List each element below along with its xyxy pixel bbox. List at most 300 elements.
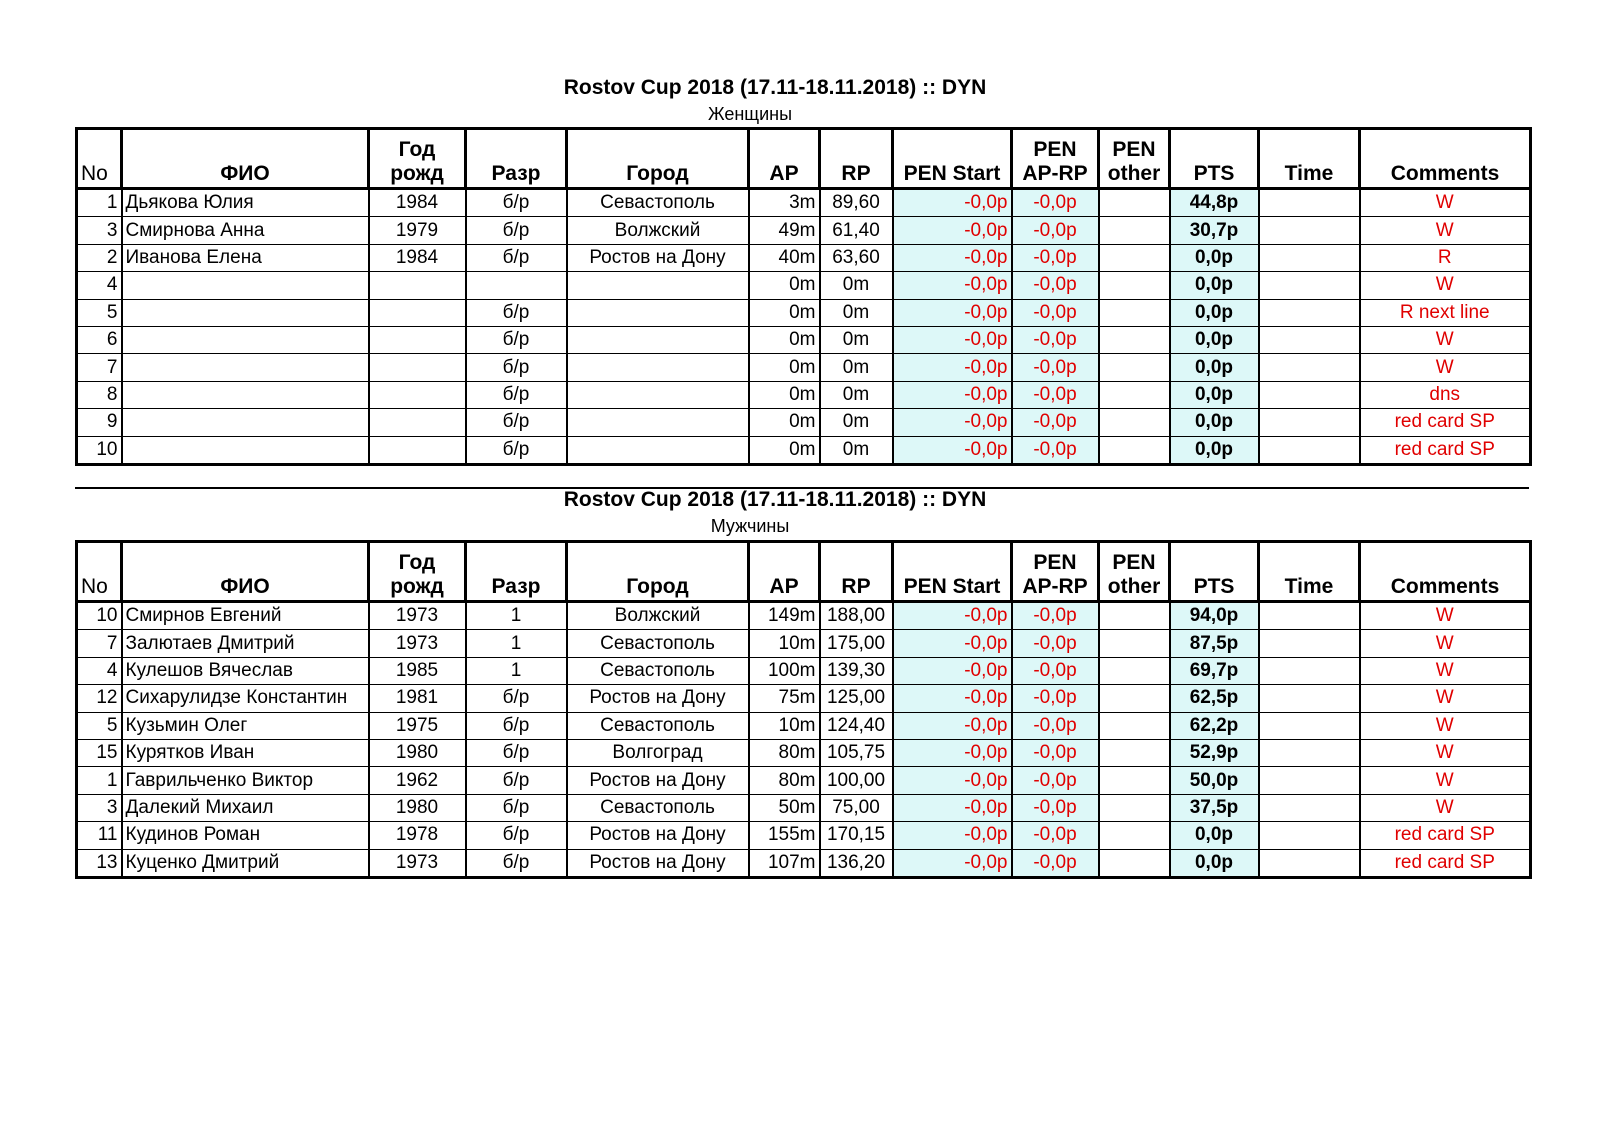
cell-year [369, 326, 466, 353]
section-subtitle-women: Женщины [707, 104, 793, 124]
table-row [77, 767, 1531, 794]
cell-time [1259, 409, 1360, 436]
cell-comment: W [1360, 189, 1531, 217]
table-row [77, 244, 1531, 271]
cell-pts: 69,7p [1170, 657, 1259, 684]
cell-pen-start: -0,0p [893, 244, 1012, 271]
cell-year: 1973 [369, 630, 466, 657]
cell-rp: 0m [820, 326, 893, 353]
cell-pen-ap-rp: -0,0p [1012, 189, 1099, 217]
cell-comment: W [1360, 794, 1531, 821]
cell-year: 1981 [369, 685, 466, 712]
cell-city [567, 409, 749, 436]
cell-razr: б/р [466, 217, 567, 244]
col-header-year: Год рожд [369, 129, 466, 189]
table-row [77, 409, 1531, 436]
table-row [77, 794, 1531, 821]
cell-ap: 3m [749, 189, 820, 217]
table-body-men [77, 602, 1531, 878]
cell-time [1259, 630, 1360, 657]
col-header-pen-ap-rp: PEN AP-RP [1012, 542, 1099, 602]
cell-name: Кудинов Роман [122, 822, 369, 849]
cell-rp: 124,40 [820, 712, 893, 739]
cell-razr: б/р [466, 436, 567, 464]
col-header-no: No [77, 542, 122, 602]
cell-pen-start: -0,0p [893, 326, 1012, 353]
cell-pen-ap-rp: -0,0p [1012, 822, 1099, 849]
cell-comment: W [1360, 354, 1531, 381]
cell-no: 7 [77, 630, 122, 657]
cell-name [122, 436, 369, 464]
cell-no: 15 [77, 739, 122, 766]
col-header-fio: ФИО [122, 542, 369, 602]
cell-time [1259, 767, 1360, 794]
cell-comment: W [1360, 712, 1531, 739]
cell-comment: red card SP [1360, 436, 1531, 464]
cell-city: Севастополь [567, 712, 749, 739]
table-header-row [77, 129, 1531, 189]
cell-rp: 0m [820, 354, 893, 381]
cell-year: 1975 [369, 712, 466, 739]
cell-pen-other [1099, 712, 1170, 739]
cell-no: 3 [77, 794, 122, 821]
cell-rp: 0m [820, 409, 893, 436]
cell-city: Ростов на Дону [567, 849, 749, 877]
cell-pen-ap-rp: -0,0p [1012, 602, 1099, 630]
col-header-ap: AP [749, 129, 820, 189]
cell-rp: 139,30 [820, 657, 893, 684]
cell-pen-other [1099, 381, 1170, 408]
cell-pen-other [1099, 822, 1170, 849]
cell-razr: б/р [466, 822, 567, 849]
cell-no: 7 [77, 354, 122, 381]
table-row [77, 712, 1531, 739]
cell-name: Далекий Михаил [122, 794, 369, 821]
cell-time [1259, 685, 1360, 712]
cell-pen-ap-rp: -0,0p [1012, 409, 1099, 436]
cell-time [1259, 436, 1360, 464]
cell-rp: 75,00 [820, 794, 893, 821]
cell-time [1259, 822, 1360, 849]
cell-city [567, 272, 749, 299]
cell-ap: 50m [749, 794, 820, 821]
col-header-pen-start: PEN Start [893, 129, 1012, 189]
cell-pen-other [1099, 685, 1170, 712]
cell-razr: б/р [466, 299, 567, 326]
table-row [77, 630, 1531, 657]
cell-pts: 44,8p [1170, 189, 1259, 217]
cell-comment: W [1360, 217, 1531, 244]
col-header-pen-other: PEN other [1099, 129, 1170, 189]
cell-pen-start: -0,0p [893, 739, 1012, 766]
cell-city [567, 326, 749, 353]
cell-pen-start: -0,0p [893, 436, 1012, 464]
col-header-time: Time [1259, 129, 1360, 189]
cell-city: Ростов на Дону [567, 685, 749, 712]
cell-pen-ap-rp: -0,0p [1012, 657, 1099, 684]
cell-pen-start: -0,0p [893, 712, 1012, 739]
col-header-ap: AP [749, 542, 820, 602]
cell-pen-start: -0,0p [893, 381, 1012, 408]
col-header-no: No [77, 129, 122, 189]
table-row [77, 354, 1531, 381]
cell-ap: 10m [749, 712, 820, 739]
cell-pts: 0,0p [1170, 299, 1259, 326]
cell-name: Кузьмин Олег [122, 712, 369, 739]
section-subtitle-men: Мужчины [710, 516, 790, 536]
cell-year: 1985 [369, 657, 466, 684]
cell-name: Кулешов Вячеслав [122, 657, 369, 684]
table-header-row [77, 542, 1531, 602]
table-row [77, 685, 1531, 712]
col-header-pen-start: PEN Start [893, 542, 1012, 602]
cell-rp: 105,75 [820, 739, 893, 766]
cell-ap: 40m [749, 244, 820, 271]
table-row [77, 272, 1531, 299]
cell-rp: 0m [820, 272, 893, 299]
cell-razr: б/р [466, 409, 567, 436]
cell-ap: 100m [749, 657, 820, 684]
cell-no: 12 [77, 685, 122, 712]
cell-name: Иванова Елена [122, 244, 369, 271]
col-header-rp: RP [820, 129, 893, 189]
cell-pen-start: -0,0p [893, 685, 1012, 712]
cell-comment: W [1360, 685, 1531, 712]
cell-razr: 1 [466, 657, 567, 684]
cell-rp: 61,40 [820, 217, 893, 244]
cell-pen-start: -0,0p [893, 602, 1012, 630]
cell-time [1259, 326, 1360, 353]
cell-name: Курятков Иван [122, 739, 369, 766]
cell-ap: 75m [749, 685, 820, 712]
cell-no: 9 [77, 409, 122, 436]
cell-comment: R [1360, 244, 1531, 271]
cell-name [122, 272, 369, 299]
table-row [77, 822, 1531, 849]
table-row [77, 849, 1531, 877]
cell-time [1259, 849, 1360, 877]
results-table-women [75, 127, 1532, 466]
cell-pts: 0,0p [1170, 272, 1259, 299]
section-title-women: Rostov Cup 2018 (17.11-18.11.2018) :: DYN [563, 76, 987, 99]
cell-pts: 37,5p [1170, 794, 1259, 821]
cell-rp: 175,00 [820, 630, 893, 657]
cell-pen-other [1099, 189, 1170, 217]
cell-comment: W [1360, 739, 1531, 766]
cell-pen-other [1099, 630, 1170, 657]
cell-ap: 149m [749, 602, 820, 630]
cell-city: Севастополь [567, 657, 749, 684]
table-row [77, 299, 1531, 326]
cell-comment: W [1360, 657, 1531, 684]
cell-name [122, 354, 369, 381]
cell-razr: б/р [466, 354, 567, 381]
cell-name: Смирнова Анна [122, 217, 369, 244]
cell-pen-start: -0,0p [893, 272, 1012, 299]
cell-pen-ap-rp: -0,0p [1012, 299, 1099, 326]
cell-razr: б/р [466, 381, 567, 408]
cell-year [369, 381, 466, 408]
cell-name: Смирнов Евгений [122, 602, 369, 630]
cell-pen-start: -0,0p [893, 354, 1012, 381]
cell-razr: б/р [466, 739, 567, 766]
col-header-city: Город [567, 542, 749, 602]
cell-time [1259, 794, 1360, 821]
cell-rp: 0m [820, 299, 893, 326]
cell-city: Севастополь [567, 794, 749, 821]
cell-ap: 0m [749, 409, 820, 436]
cell-rp: 136,20 [820, 849, 893, 877]
cell-pen-other [1099, 767, 1170, 794]
cell-pts: 87,5p [1170, 630, 1259, 657]
cell-name: Куценко Дмитрий [122, 849, 369, 877]
cell-year: 1973 [369, 849, 466, 877]
cell-comment: W [1360, 326, 1531, 353]
cell-comment: red card SP [1360, 822, 1531, 849]
cell-pen-ap-rp: -0,0p [1012, 739, 1099, 766]
cell-rp: 188,00 [820, 602, 893, 630]
cell-time [1259, 244, 1360, 271]
cell-pen-other [1099, 436, 1170, 464]
cell-pts: 0,0p [1170, 326, 1259, 353]
cell-pen-ap-rp: -0,0p [1012, 685, 1099, 712]
cell-city: Севастополь [567, 189, 749, 217]
cell-city: Волжский [567, 217, 749, 244]
col-header-pen-ap-rp: PEN AP-RP [1012, 129, 1099, 189]
cell-razr: б/р [466, 794, 567, 821]
col-header-razr: Разр [466, 542, 567, 602]
cell-comment: R next line [1360, 299, 1531, 326]
cell-pen-ap-rp: -0,0p [1012, 354, 1099, 381]
cell-pen-other [1099, 657, 1170, 684]
cell-pen-other [1099, 354, 1170, 381]
cell-ap: 80m [749, 739, 820, 766]
cell-razr: б/р [466, 712, 567, 739]
cell-no: 8 [77, 381, 122, 408]
cell-name [122, 409, 369, 436]
cell-time [1259, 381, 1360, 408]
cell-year [369, 272, 466, 299]
cell-pts: 0,0p [1170, 436, 1259, 464]
cell-pen-start: -0,0p [893, 217, 1012, 244]
cell-city [567, 381, 749, 408]
cell-name [122, 299, 369, 326]
cell-city: Волжский [567, 602, 749, 630]
col-header-pts: PTS [1170, 129, 1259, 189]
cell-ap: 80m [749, 767, 820, 794]
table-body-women [77, 189, 1531, 465]
cell-ap: 107m [749, 849, 820, 877]
cell-no: 4 [77, 657, 122, 684]
col-header-rp: RP [820, 542, 893, 602]
cell-razr: б/р [466, 326, 567, 353]
cell-ap: 0m [749, 272, 820, 299]
cell-pen-ap-rp: -0,0p [1012, 767, 1099, 794]
cell-year: 1984 [369, 189, 466, 217]
cell-razr: б/р [466, 685, 567, 712]
cell-no: 10 [77, 436, 122, 464]
cell-pen-start: -0,0p [893, 189, 1012, 217]
cell-pen-other [1099, 217, 1170, 244]
cell-pen-start: -0,0p [893, 767, 1012, 794]
cell-pen-other [1099, 244, 1170, 271]
table-row [77, 739, 1531, 766]
cell-pts: 0,0p [1170, 244, 1259, 271]
cell-year: 1978 [369, 822, 466, 849]
cell-no: 10 [77, 602, 122, 630]
table-row [77, 189, 1531, 217]
cell-year: 1984 [369, 244, 466, 271]
cell-pen-start: -0,0p [893, 657, 1012, 684]
cell-comment: red card SP [1360, 849, 1531, 877]
cell-no: 1 [77, 189, 122, 217]
cell-pts: 94,0p [1170, 602, 1259, 630]
table-row [77, 217, 1531, 244]
cell-time [1259, 189, 1360, 217]
cell-year: 1962 [369, 767, 466, 794]
col-header-razr: Разр [466, 129, 567, 189]
cell-razr: б/р [466, 189, 567, 217]
cell-rp: 125,00 [820, 685, 893, 712]
cell-pts: 62,5p [1170, 685, 1259, 712]
cell-pts: 0,0p [1170, 354, 1259, 381]
cell-pen-start: -0,0p [893, 794, 1012, 821]
cell-time [1259, 354, 1360, 381]
cell-rp: 63,60 [820, 244, 893, 271]
cell-razr: б/р [466, 767, 567, 794]
cell-city: Ростов на Дону [567, 767, 749, 794]
cell-ap: 0m [749, 354, 820, 381]
cell-no: 6 [77, 326, 122, 353]
cell-ap: 49m [749, 217, 820, 244]
cell-pen-ap-rp: -0,0p [1012, 244, 1099, 271]
col-header-comments: Comments [1360, 129, 1531, 189]
cell-pen-other [1099, 272, 1170, 299]
cell-year: 1979 [369, 217, 466, 244]
cell-city: Ростов на Дону [567, 822, 749, 849]
cell-year [369, 354, 466, 381]
cell-comment: W [1360, 602, 1531, 630]
cell-no: 13 [77, 849, 122, 877]
cell-city [567, 299, 749, 326]
cell-razr: 1 [466, 630, 567, 657]
cell-no: 5 [77, 299, 122, 326]
cell-razr: б/р [466, 849, 567, 877]
cell-ap: 0m [749, 326, 820, 353]
cell-time [1259, 602, 1360, 630]
cell-pen-other [1099, 849, 1170, 877]
cell-year: 1973 [369, 602, 466, 630]
cell-pts: 0,0p [1170, 822, 1259, 849]
cell-time [1259, 299, 1360, 326]
cell-ap: 0m [749, 299, 820, 326]
cell-name [122, 381, 369, 408]
cell-pts: 0,0p [1170, 409, 1259, 436]
cell-comment: W [1360, 272, 1531, 299]
cell-pts: 0,0p [1170, 381, 1259, 408]
cell-ap: 0m [749, 436, 820, 464]
cell-comment: dns [1360, 381, 1531, 408]
col-header-comments: Comments [1360, 542, 1531, 602]
cell-name: Дьякова Юлия [122, 189, 369, 217]
cell-no: 1 [77, 767, 122, 794]
cell-rp: 0m [820, 436, 893, 464]
results-table-men [75, 540, 1532, 879]
cell-pen-start: -0,0p [893, 299, 1012, 326]
cell-pen-other [1099, 602, 1170, 630]
cell-pen-start: -0,0p [893, 409, 1012, 436]
cell-rp: 100,00 [820, 767, 893, 794]
cell-city: Волгоград [567, 739, 749, 766]
cell-pen-ap-rp: -0,0p [1012, 436, 1099, 464]
table-row [77, 326, 1531, 353]
cell-city [567, 354, 749, 381]
cell-pen-other [1099, 409, 1170, 436]
cell-pen-ap-rp: -0,0p [1012, 381, 1099, 408]
cell-ap: 10m [749, 630, 820, 657]
cell-rp: 170,15 [820, 822, 893, 849]
cell-city: Севастополь [567, 630, 749, 657]
cell-pts: 0,0p [1170, 849, 1259, 877]
cell-rp: 0m [820, 381, 893, 408]
col-header-time: Time [1259, 542, 1360, 602]
cell-pen-ap-rp: -0,0p [1012, 630, 1099, 657]
cell-name: Залютаев Дмитрий [122, 630, 369, 657]
cell-razr: б/р [466, 244, 567, 271]
cell-no: 5 [77, 712, 122, 739]
col-header-pen-other: PEN other [1099, 542, 1170, 602]
table-row [77, 381, 1531, 408]
cell-ap: 155m [749, 822, 820, 849]
col-header-year: Год рожд [369, 542, 466, 602]
cell-time [1259, 739, 1360, 766]
col-header-city: Город [567, 129, 749, 189]
cell-pen-start: -0,0p [893, 822, 1012, 849]
cell-city: Ростов на Дону [567, 244, 749, 271]
cell-no: 4 [77, 272, 122, 299]
cell-year: 1980 [369, 739, 466, 766]
col-header-pts: PTS [1170, 542, 1259, 602]
cell-pen-ap-rp: -0,0p [1012, 712, 1099, 739]
section-title-men: Rostov Cup 2018 (17.11-18.11.2018) :: DYN [563, 488, 987, 511]
table-row [77, 436, 1531, 464]
cell-razr [466, 272, 567, 299]
cell-year [369, 299, 466, 326]
cell-razr: 1 [466, 602, 567, 630]
cell-time [1259, 712, 1360, 739]
cell-pen-other [1099, 326, 1170, 353]
cell-pen-ap-rp: -0,0p [1012, 794, 1099, 821]
cell-pen-other [1099, 794, 1170, 821]
cell-pen-start: -0,0p [893, 849, 1012, 877]
table-row [77, 602, 1531, 630]
cell-pen-other [1099, 739, 1170, 766]
cell-pen-ap-rp: -0,0p [1012, 217, 1099, 244]
cell-time [1259, 272, 1360, 299]
cell-comment: red card SP [1360, 409, 1531, 436]
cell-pts: 62,2p [1170, 712, 1259, 739]
cell-year: 1980 [369, 794, 466, 821]
cell-time [1259, 217, 1360, 244]
col-header-fio: ФИО [122, 129, 369, 189]
cell-pen-other [1099, 299, 1170, 326]
cell-name [122, 326, 369, 353]
cell-pen-ap-rp: -0,0p [1012, 326, 1099, 353]
cell-year [369, 409, 466, 436]
cell-pen-start: -0,0p [893, 630, 1012, 657]
cell-time [1259, 657, 1360, 684]
cell-pen-ap-rp: -0,0p [1012, 849, 1099, 877]
